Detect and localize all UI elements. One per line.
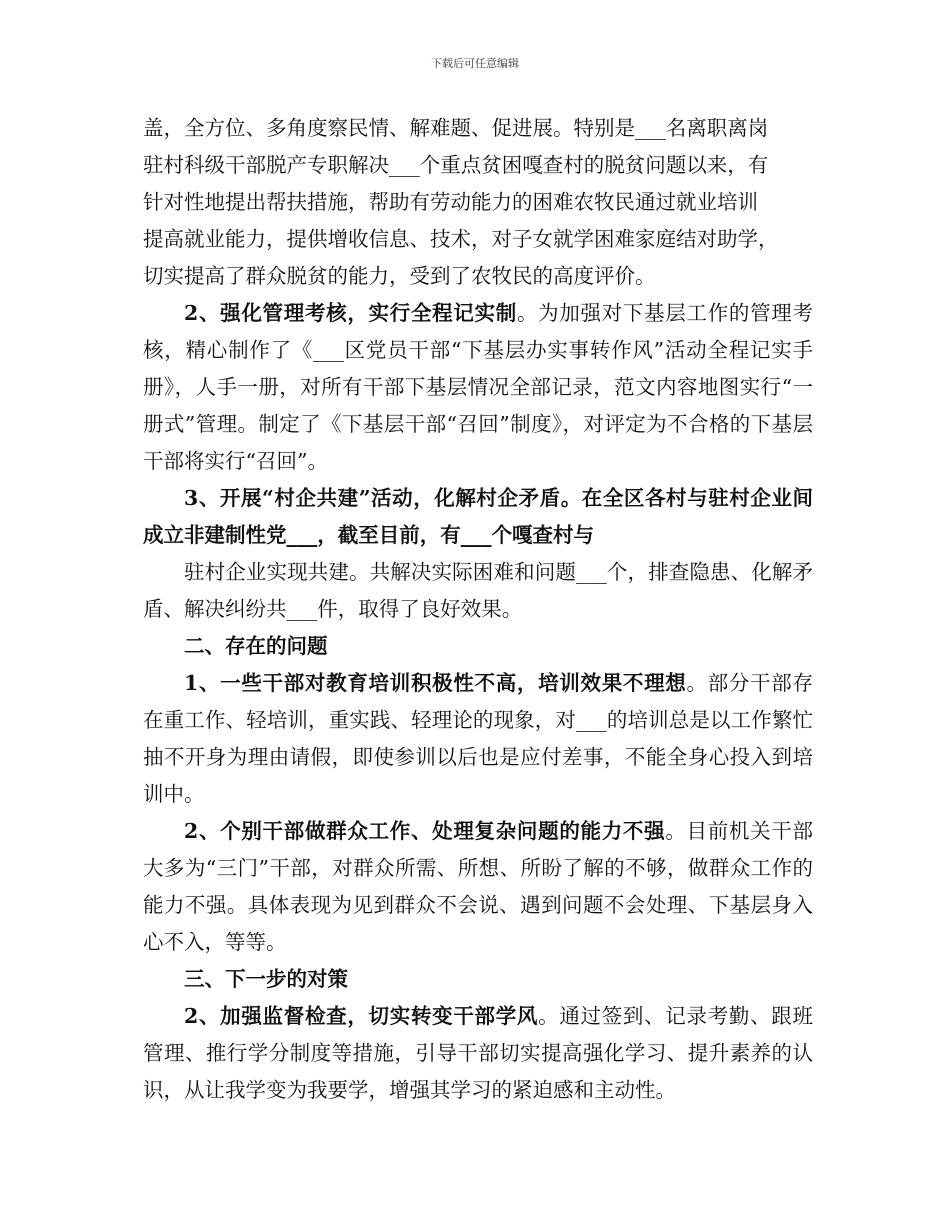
paragraph-text: 。为加强对下基层工作的管理考核，精心制作了《___区党员干部“下基层办实事转作风”活动全程记实手册》，人手一册，对所有干部下基层情况全部记录，范文内容地图实行“一册式”管理。制定了《下基层干部“召回”制度》，对评定为不合格的下基层干部将实行“召回”。 bbox=[143, 301, 814, 473]
paragraph-heading: 2、加强监督检查，切实转变干部学风 bbox=[184, 1004, 539, 1028]
text-line: 针对性地提出帮扶措施，帮助有劳动能力的困难农牧民通过就业培训 bbox=[143, 190, 758, 214]
paragraph-heading: 2、强化管理考核，实行全程记实制 bbox=[184, 301, 517, 325]
section-title: 二、存在的问题 bbox=[184, 634, 328, 658]
section-title: 三、下一步的对策 bbox=[184, 967, 348, 991]
text-line: 切实提高了群众脱贫的能力，受到了农牧民的高度评价。 bbox=[143, 264, 656, 288]
paragraph-6 bbox=[143, 813, 813, 961]
paragraph-text: 。目前机关干部大多为“三门”干部，对群众所需、所想、所盼了解的不够，做群众工作的能力不强。具体表现为见到群众不会说、遇到问题不会处理、下基层身入心不入，等等。 bbox=[143, 819, 813, 954]
page-header: 下载后可任意编辑 bbox=[431, 57, 519, 70]
paragraph-1 bbox=[143, 110, 813, 295]
paragraph-text: 。通过签到、记录考勤、跟班管理、推行学分制度等措施，引导干部切实提高强化学习、提升素养的认识，从让我学变为我要学，增强其学习的紧迫感和主动性。 bbox=[143, 1004, 813, 1102]
paragraph-3 bbox=[143, 480, 813, 554]
paragraph-heading: 3、开展“村企共建”活动，化解村企矛盾。在全区各村与驻村企业间成立非建制性党___，截至目前，有___个嘎查村与 bbox=[143, 486, 813, 547]
paragraph-heading: 1、一些干部对教育培训积极性不高，培训效果不理想 bbox=[184, 671, 687, 695]
paragraph-2 bbox=[143, 295, 813, 480]
text-line: 提高就业能力，提供增收信息、技术，对子女就学困难家庭结对助学， bbox=[143, 227, 779, 251]
section-heading-next-steps bbox=[143, 961, 813, 998]
text-line: 盖，全方位、多角度察民情、解难题、促进展。特别是___名离职离岗 bbox=[143, 116, 769, 140]
paragraph-5 bbox=[143, 665, 813, 813]
paragraph-text: 驻村企业实现共建。共解决实际困难和问题___个，排查隐患、化解矛盾、解决纠纷共___件，取得了良好效果。 bbox=[143, 560, 813, 621]
document-body bbox=[143, 110, 813, 1109]
paragraph-4 bbox=[143, 554, 813, 628]
paragraph-7 bbox=[143, 998, 813, 1109]
paragraph-text: 。部分干部存在重工作、轻培训，重实践、轻理论的现象，对___的培训总是以工作繁忙抽不开身为理由请假，即使参训以后也是应付差事，不能全身心投入到培训中。 bbox=[143, 671, 814, 806]
paragraph-heading: 2、个别干部做群众工作、处理复杂问题的能力不强 bbox=[184, 819, 666, 843]
section-heading-problems bbox=[143, 628, 813, 665]
text-line: 驻村科级干部脱产专职解决___个重点贫困嘎查村的脱贫问题以来，有 bbox=[143, 153, 769, 177]
